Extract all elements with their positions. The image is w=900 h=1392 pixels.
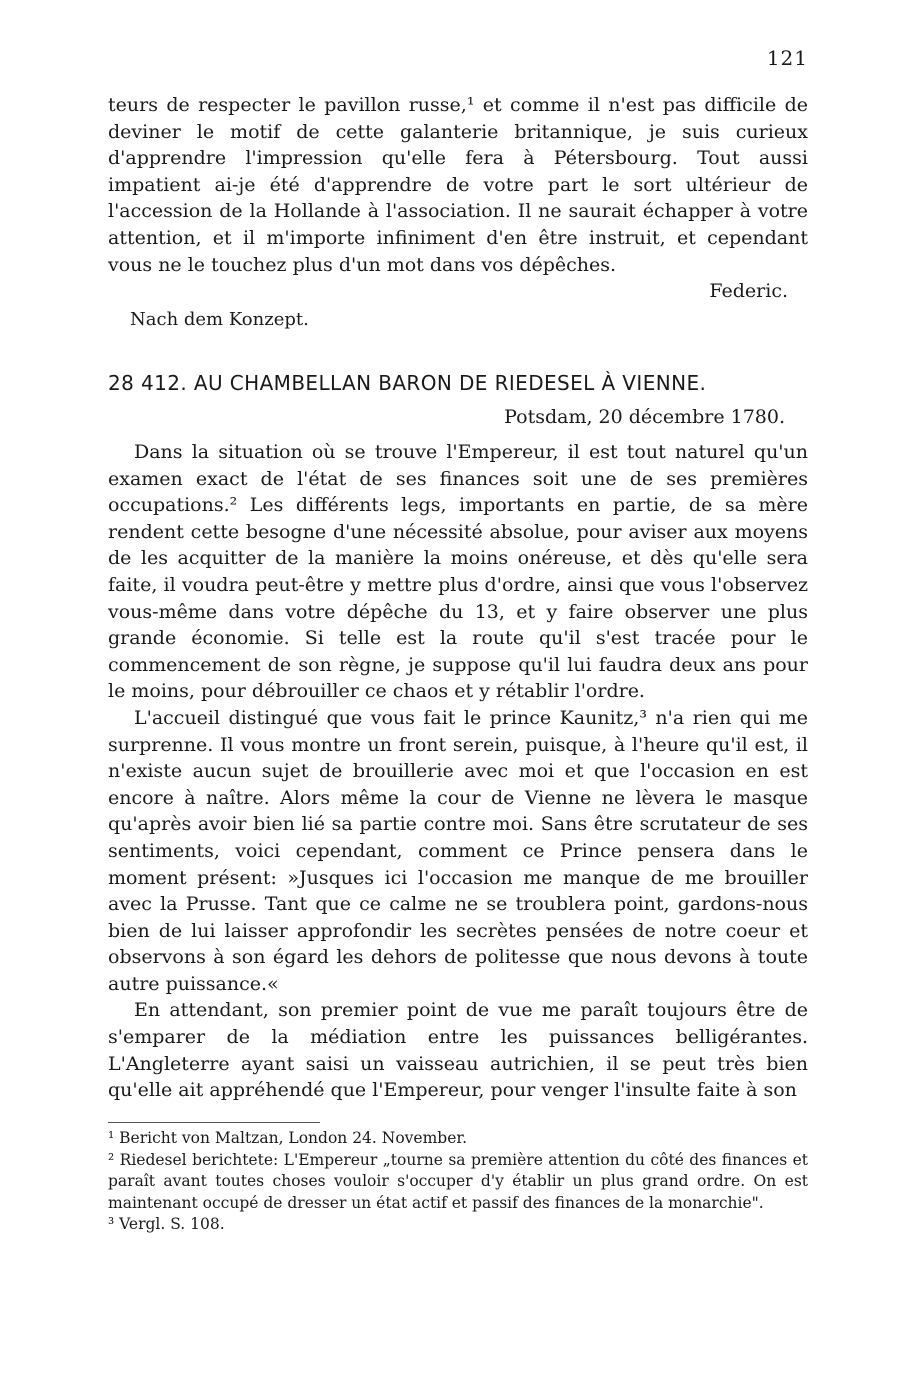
letter-dateline: Potsdam, 20 décembre 1780. xyxy=(504,406,785,428)
source-note: Nach dem Konzept. xyxy=(130,309,309,330)
footnote: ³ Vergl. S. 108. xyxy=(108,1215,225,1233)
previous-letter-paragraph: teurs de respecter le pavillon russe,¹ et comme il n'est pas difficile de deviner le motif de cette galanterie britannique, je suis curieux d'apprendre l'impression qu'elle fera à Pétersbourg. Tout aussi impatient ai-je été d'apprendre de votre part le sort ultérieur de l'accession de la Hollande à l'association. Il ne saurait échapper à votre attention, et il m'importe infiniment d'en être instruit, et cependant vous ne le touchez plus d'un mot dans vos dépêches. xyxy=(108,94,808,276)
page-number: 121 xyxy=(766,46,808,70)
letter-paragraph: Dans la situation où se trouve l'Empereur, il est tout naturel qu'un examen exact de l'état de ses finances soit une de ses premières occupations.² Les différents legs, importants en partie, de sa mère rendent cette besogne d'une nécessité absolue, pour aviser aux moyens de les acquitter de la manière la moins onéreuse, et dès qu'elle sera faite, il voudra peut-être y mettre plus d'ordre, ainsi que vous l'observez vous-même dans votre dépêche du 13, et y faire observer une plus grande économie. Si telle est la route qu'il s'est tracée pour le commencement de son règne, je suppose qu'il lui faudra deux ans pour le moins, pour débrouiller ce chaos et y rétablir l'ordre. xyxy=(108,441,808,703)
letter-heading: 28 412. AU CHAMBELLAN BARON DE RIEDESEL À VIENNE. xyxy=(108,371,707,395)
footnote-divider xyxy=(108,1122,320,1123)
letter-body xyxy=(108,439,808,1104)
signature: Federic. xyxy=(709,280,788,303)
letter-paragraph: En attendant, son premier point de vue me paraît toujours être de s'emparer de la médiation entre les puissances belligérantes. L'Angleterre ayant saisi un vaisseau autrichien, il se peut très bien qu'elle ait appréhendé que l'Empereur, pour venger l'insulte faite à son xyxy=(108,999,808,1102)
footnotes xyxy=(108,1128,808,1236)
previous-letter-body xyxy=(108,92,808,305)
footnote: ¹ Bericht von Maltzan, London 24. November. xyxy=(108,1129,468,1147)
footnote: ² Riedesel berichtete: L'Empereur „tourne sa première attention du côté des finances et paraît avant toutes choses vouloir s'occuper d'y établir un plus grand ordre. On est maintenant occupé de dresser un état actif et passif des finances de la monarchie". xyxy=(108,1150,808,1212)
letter-paragraph: L'accueil distingué que vous fait le prince Kaunitz,³ n'a rien qui me surprenne. Il vous montre un front serein, puisque, à l'heure qu'il est, il n'existe aucun sujet de brouillerie avec moi et que l'occasion en est encore à naître. Alors même la cour de Vienne ne lèvera le masque qu'après avoir bien lié sa partie contre moi. Sans être scrutateur de ses sentiments, voici cependant, comment ce Prince pensera dans le moment présent: »Jusques ici l'occasion me manque de me brouiller avec la Prusse. Tant que ce calme ne se troublera point, gardons-nous bien de lui laisser approfondir les secrètes pensées de notre coeur et observons à son égard les dehors de politesse que nous devons à toute autre puissance.« xyxy=(108,706,808,995)
